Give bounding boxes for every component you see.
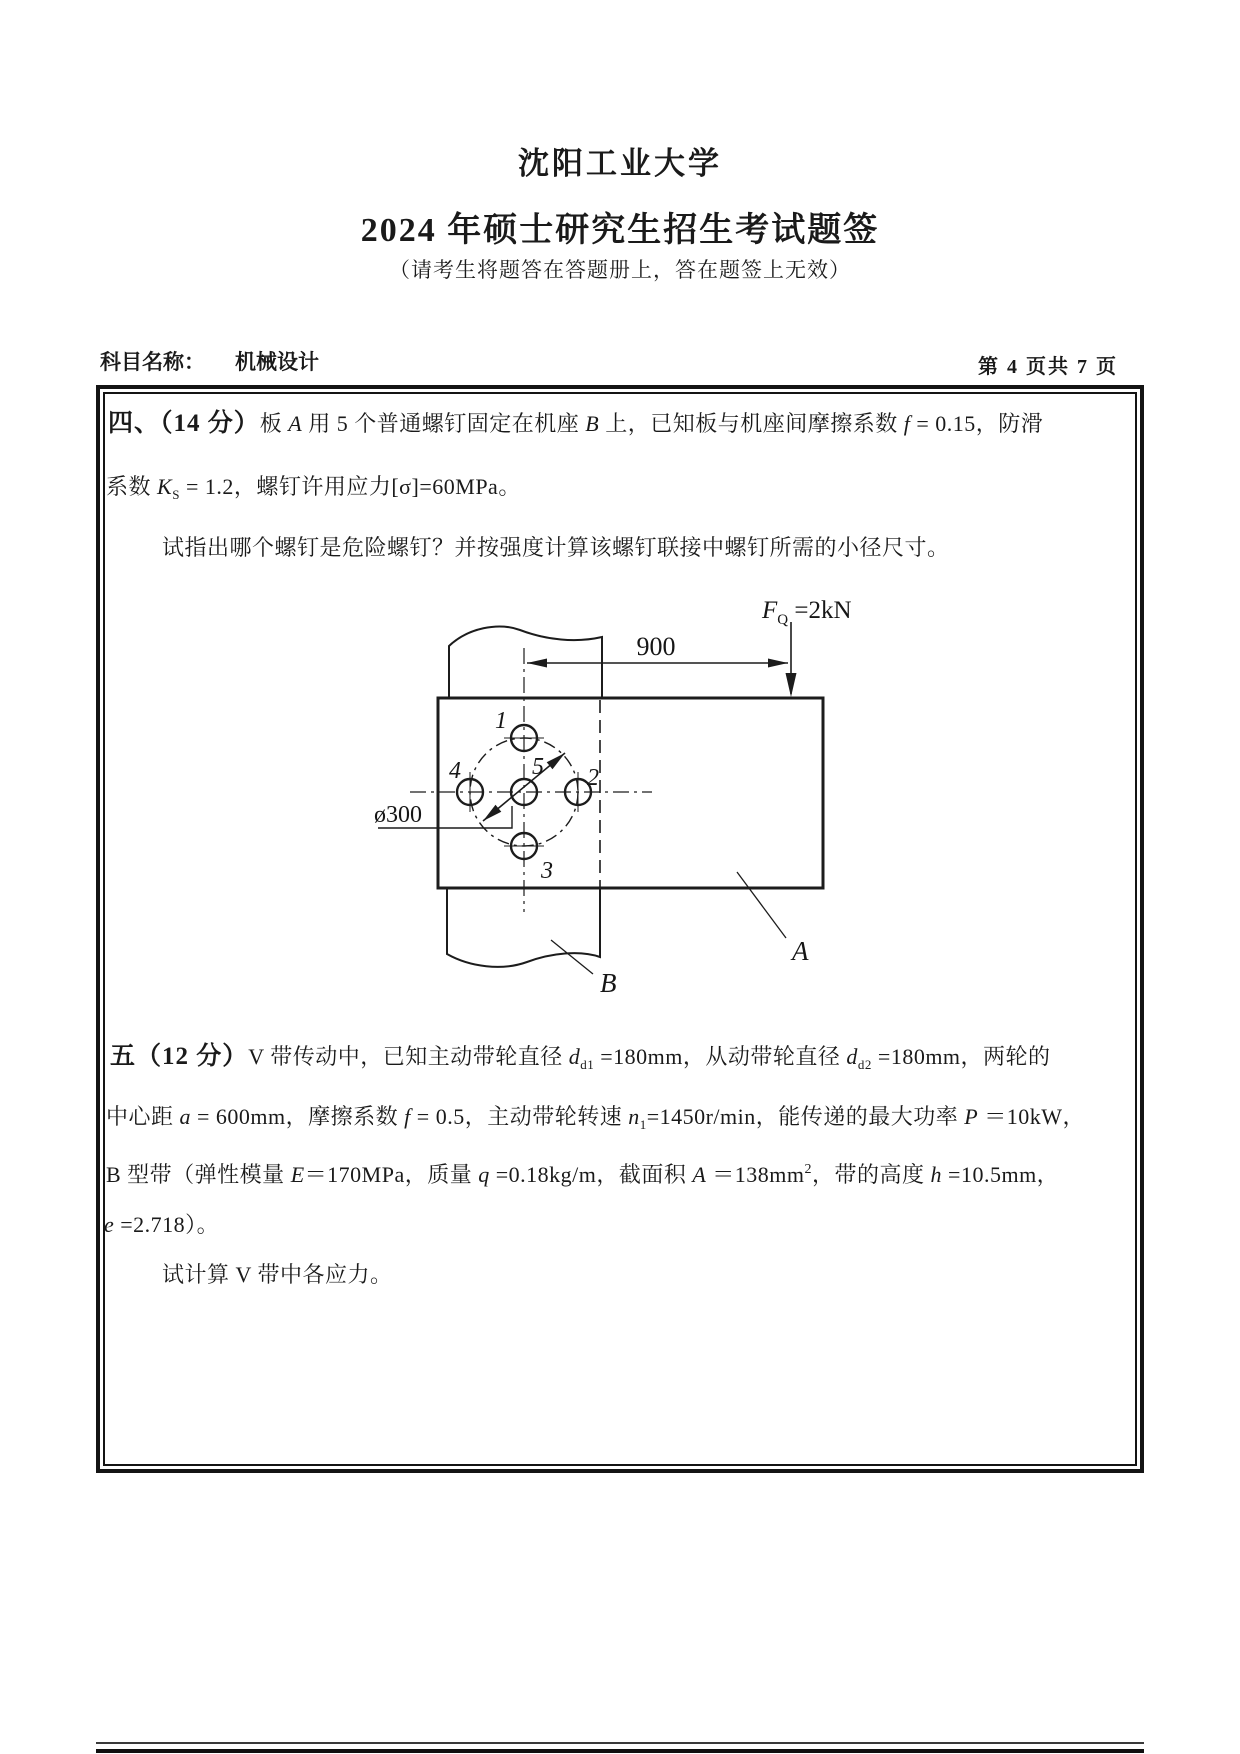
q4-line-1: 四、（14 分）板 A 用 5 个普通螺钉固定在机座 B 上，已知板与机座间摩擦系数 f = 0.15，防滑 [108,410,1044,437]
base-b-bottom-outline [447,889,600,967]
bolt-5-label: 5 [532,754,544,780]
page-number: 第 4 页共 7 页 [978,356,1118,378]
q4-line-2: 系数 $K_S = 1.2$，螺钉许用应力[σ]=60MPa。 [106,474,521,502]
subject-row [100,346,319,376]
dim-arrowhead-left [527,659,547,668]
subject-value: 机械设计 [235,351,319,374]
q5-line-2: 中心距 a = 600mm，摩擦系数 f = 0.5，主动带轮转速 $n_1=1450r/\min$，能传递的最大功率 P ＝10kW， [106,1104,1085,1132]
bolt-layout-figure [356,580,866,1010]
bolt-circle-dia-label: ø300 [374,802,422,828]
plate-a-leader [737,872,786,938]
subject-label: 科目名称： [100,351,205,374]
bolt-1-label: 1 [495,708,507,734]
base-b-label: B [600,968,617,998]
bolt-2-label: 2 [587,765,599,791]
q4-line-3: 试指出哪个螺钉是危险螺钉？并按强度计算该螺钉联接中螺钉所需的小径尺寸。 [162,535,950,560]
exam-note: （请考生将题答在答题册上，答在题签上无效） [389,258,851,282]
q5-line-1: 五（12 分）V 带传动中，已知主动带轮直径 $d_{d1} =180mm$，从动带轮直径 $d_{d2} =180mm$，两轮的 [110,1043,1051,1072]
university-title: 沈阳工业大学 [518,146,722,181]
dim-900-label: 900 [636,632,676,661]
force-label: $F_Q =2kN$ [762,597,852,628]
page-bottom-rule [96,1742,1144,1753]
bolt-4-label: 4 [449,758,461,784]
dim-arrowhead-right [768,659,788,668]
plate-a-label: A [792,936,809,966]
bolt-3-label: 3 [541,858,553,884]
base-b-leader [551,940,593,974]
q5-line-4: e =2.718）。 [104,1212,220,1237]
q5-line-5: 试计算 V 带中各应力。 [162,1262,393,1287]
force-arrowhead [786,673,797,697]
exam-title: 2024 年硕士研究生招生考试题签 [360,212,880,249]
q5-line-3: B 型带（弹性模量 E＝170MPa，质量 q =0.18kg/m，截面积 $A =138mm^2$，带的高度 h =10.5mm， [106,1162,1060,1187]
